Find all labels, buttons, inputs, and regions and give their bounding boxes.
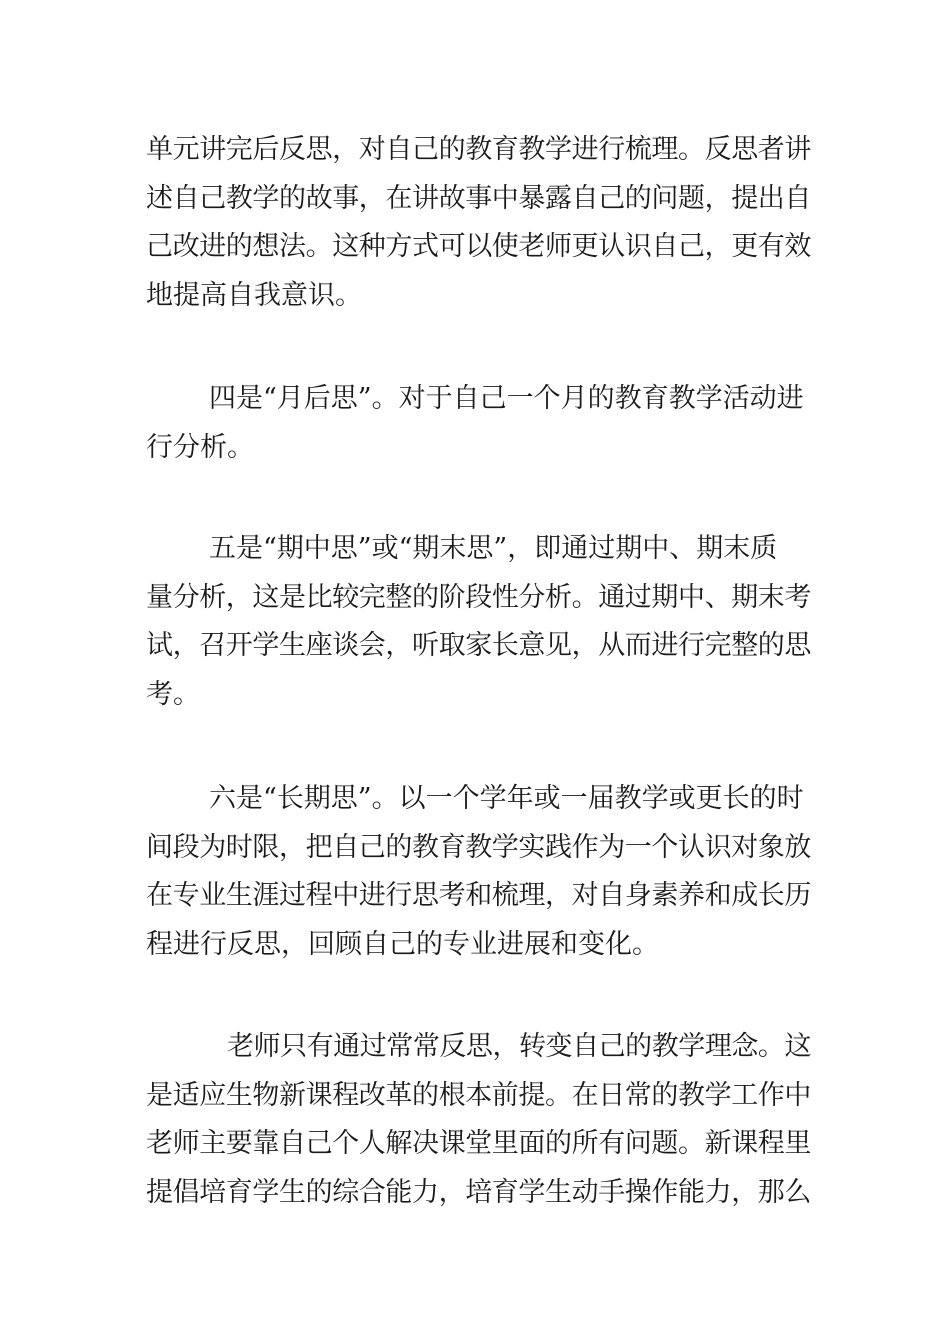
text-line: 老师主要靠自己个人解决课堂里面的所有问题。新课程里 — [146, 1128, 811, 1159]
text-line: 四是“月后思”。对于自己一个月的教育教学活动进 — [209, 383, 804, 414]
text-line: 量分析，这是比较完整的阶段性分析。通过期中、期末考 — [146, 581, 811, 613]
text-line: 试，召开学生座谈会，听取家长意见，从而进行完整的思 — [146, 630, 811, 661]
paragraph-term-reflection — [146, 525, 811, 719]
paragraph-long-term-reflection — [146, 775, 811, 969]
paragraph-unit-reflection — [146, 126, 811, 320]
paragraph-monthly-reflection — [146, 375, 811, 472]
text-line: 考。 — [146, 678, 200, 710]
text-line: 程进行反思，回顾自己的专业进展和变化。 — [146, 928, 659, 960]
text-line: 六是“长期思”。以一个学年或一届教学或更长的时 — [209, 783, 804, 814]
paragraph-teacher-reflection — [146, 1023, 811, 1217]
text-line: 单元讲完后反思，对自己的教育教学进行梳理。反思者讲 — [146, 134, 811, 165]
text-line: 述自己教学的故事，在讲故事中暴露自己的问题，提出自 — [146, 182, 811, 214]
text-line: 地提高自我意识。 — [146, 279, 362, 311]
text-line: 五是“期中思”或“期末思”，即通过期中、期末质 — [209, 533, 778, 564]
text-line: 老师只有通过常常反思，转变自己的教学理念。这 — [227, 1031, 811, 1062]
text-line: 己改进的想法。这种方式可以使老师更认识自己，更有效 — [146, 231, 811, 262]
text-line: 提倡培育学生的综合能力，培育学生动手操作能力，那么 — [146, 1176, 811, 1208]
text-line: 在专业生涯过程中进行思考和梳理，对自身素养和成长历 — [146, 880, 811, 911]
text-line: 行分析。 — [146, 431, 254, 463]
text-line: 是适应生物新课程改革的根本前提。在日常的教学工作中 — [146, 1079, 811, 1111]
text-line: 间段为时限，把自己的教育教学实践作为一个认识对象放 — [146, 831, 811, 863]
